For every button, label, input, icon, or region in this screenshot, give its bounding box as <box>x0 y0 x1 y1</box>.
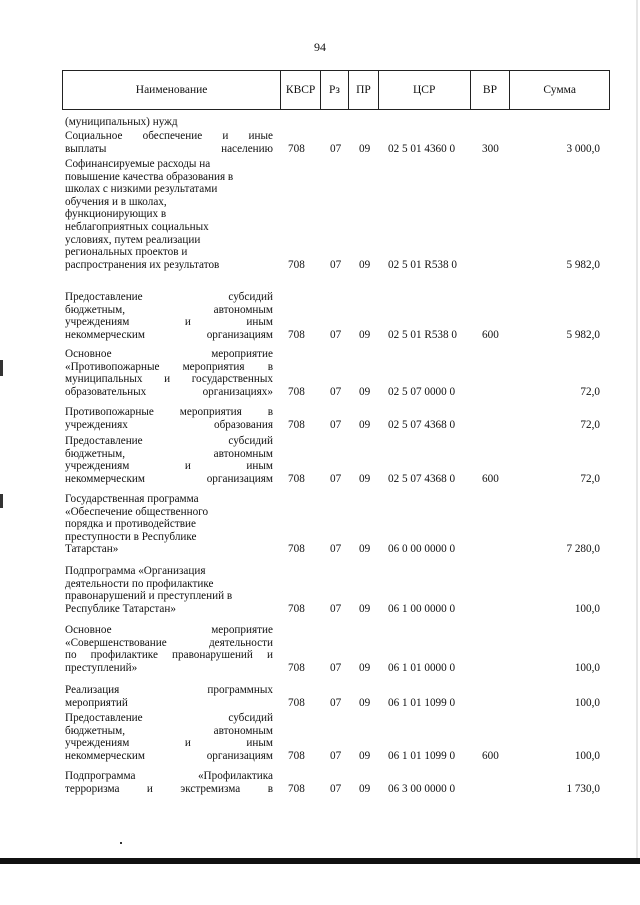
row-kvsr: 708 <box>288 258 305 271</box>
row-rz: 07 <box>330 258 342 271</box>
row-rz: 07 <box>330 749 342 762</box>
margin-mark <box>0 494 3 508</box>
header-rz: Рз <box>320 71 348 109</box>
row-sum: 72,0 <box>580 472 600 485</box>
row-sum: 72,0 <box>580 385 600 398</box>
row-csr: 06 1 01 0000 0 <box>388 661 456 674</box>
header-kvsr: КВСР <box>280 71 320 109</box>
row-rz: 07 <box>330 602 342 615</box>
header-csr: ЦСР <box>378 71 470 109</box>
row-kvsr: 708 <box>288 328 305 341</box>
row-sum: 100,0 <box>574 749 600 762</box>
page-number: 94 <box>314 40 326 54</box>
row-sum: 100,0 <box>574 661 600 674</box>
row-sum: 100,0 <box>574 602 600 615</box>
row-kvsr: 708 <box>288 602 305 615</box>
row-pr: 09 <box>359 782 371 795</box>
row-name: Реализация программных мероприятий <box>65 684 273 709</box>
row-name: Подпрограмма «Организация деятельности по профилактике правонарушений и преступлений в Республике Татарстан» <box>65 565 233 615</box>
row-kvsr: 708 <box>288 696 305 709</box>
row-pr: 09 <box>359 142 371 155</box>
row-sum: 100,0 <box>574 696 600 709</box>
row-csr: 02 5 07 4368 0 <box>388 418 456 431</box>
row-csr: 06 1 00 0000 0 <box>388 602 456 615</box>
row-csr: 06 0 00 0000 0 <box>388 543 456 556</box>
header-sum: Сумма <box>509 71 609 109</box>
row-name: Основное мероприятие «Противопожарные мероприятия в муниципальных и государственных образовательных организациях» <box>65 348 273 398</box>
row-pr: 09 <box>359 696 371 709</box>
row-sum: 5 982,0 <box>566 328 600 341</box>
row-name: Предоставление субсидий бюджетным, автономным учреждениям и иным некоммерческим организациям <box>65 291 273 341</box>
row-kvsr: 708 <box>288 749 305 762</box>
row-pr: 09 <box>359 543 371 556</box>
row-pr: 09 <box>359 749 371 762</box>
row-rz: 07 <box>330 328 342 341</box>
header-name: Наименование <box>135 84 208 96</box>
margin-mark <box>0 360 3 376</box>
row-name: Предоставление субсидий бюджетным, автономным учреждениям и иным некоммерческим организациям <box>65 712 273 762</box>
row-sum: 72,0 <box>580 418 600 431</box>
row-sum: 3 000,0 <box>566 142 600 155</box>
row-name: Государственная программа «Обеспечение общественного порядка и противодействие преступности в Республике Татарстан» <box>65 493 209 556</box>
row-kvsr: 708 <box>288 142 305 155</box>
row-vr: 600 <box>482 472 499 485</box>
row-kvsr: 708 <box>288 385 305 398</box>
row-name: Софинансируемые расходы на повышение качества образования в школах с низкими результатами обучения и в школах, функционирующих в неблагоприятных социальных условиях, путем реализации региональных проектов и распространения их результатов <box>65 158 234 271</box>
row-name: (муниципальных) нужд <box>65 116 178 128</box>
row-csr: 02 5 01 R538 0 <box>388 258 457 271</box>
scan-speck <box>120 842 122 844</box>
row-sum: 7 280,0 <box>566 543 600 556</box>
row-csr: 02 5 07 4368 0 <box>388 472 456 485</box>
row-pr: 09 <box>359 661 371 674</box>
row-name: Подпрограмма «Профилактика терроризма и экстремизма в <box>65 770 273 795</box>
row-pr: 09 <box>359 258 371 271</box>
row-kvsr: 708 <box>288 418 305 431</box>
row-rz: 07 <box>330 782 342 795</box>
row-csr: 02 5 01 R538 0 <box>388 328 457 341</box>
row-rz: 07 <box>330 418 342 431</box>
row-vr: 300 <box>482 142 499 155</box>
row-csr: 06 1 01 1099 0 <box>388 696 456 709</box>
row-rz: 07 <box>330 696 342 709</box>
row-pr: 09 <box>359 472 371 485</box>
row-sum: 5 982,0 <box>566 258 600 271</box>
row-kvsr: 708 <box>288 472 305 485</box>
row-pr: 09 <box>359 418 371 431</box>
row-pr: 09 <box>359 602 371 615</box>
table-header <box>62 70 610 110</box>
header-vr: ВР <box>470 71 510 109</box>
row-vr: 600 <box>482 749 499 762</box>
row-vr: 600 <box>482 328 499 341</box>
row-rz: 07 <box>330 385 342 398</box>
bottom-rule <box>0 858 640 864</box>
row-kvsr: 708 <box>288 661 305 674</box>
row-name: Основное мероприятие «Совершенствование деятельности по профилактике правонарушений и преступлений» <box>65 624 273 674</box>
row-pr: 09 <box>359 328 371 341</box>
row-csr: 02 5 07 0000 0 <box>388 385 456 398</box>
row-name: Противопожарные мероприятия в учреждениях образования <box>65 406 273 431</box>
row-csr: 06 1 01 1099 0 <box>388 749 456 762</box>
row-rz: 07 <box>330 472 342 485</box>
row-kvsr: 708 <box>288 543 305 556</box>
row-csr: 02 5 01 4360 0 <box>388 142 456 155</box>
scan-edge <box>636 0 638 860</box>
row-kvsr: 708 <box>288 782 305 795</box>
row-pr: 09 <box>359 385 371 398</box>
row-rz: 07 <box>330 661 342 674</box>
row-sum: 1 730,0 <box>566 782 600 795</box>
row-rz: 07 <box>330 543 342 556</box>
row-name: Предоставление субсидий бюджетным, автономным учреждениям и иным некоммерческим организациям <box>65 435 273 485</box>
header-pr: ПР <box>348 71 378 109</box>
row-csr: 06 3 00 0000 0 <box>388 782 456 795</box>
row-name: Социальное обеспечение и иные выплаты населению <box>65 130 273 155</box>
row-rz: 07 <box>330 142 342 155</box>
